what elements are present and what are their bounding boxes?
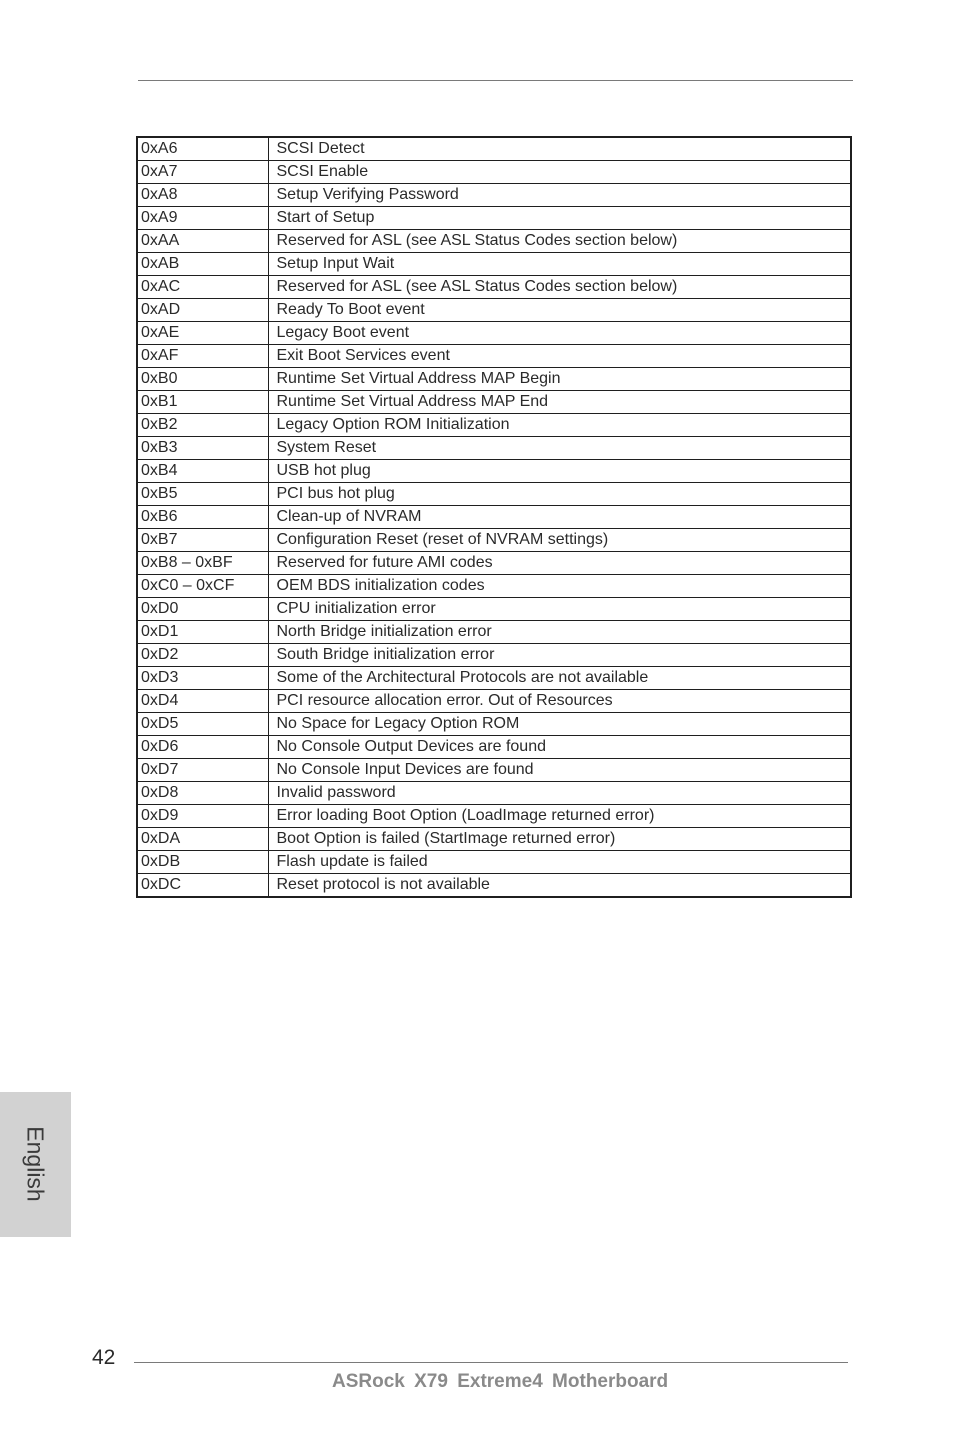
- status-code: 0xB3: [137, 437, 268, 460]
- table-row: [137, 437, 851, 460]
- status-description: No Console Input Devices are found: [268, 759, 851, 782]
- table-row: [137, 552, 851, 575]
- status-code: 0xD9: [137, 805, 268, 828]
- status-code: 0xA7: [137, 161, 268, 184]
- status-code: 0xD8: [137, 782, 268, 805]
- status-code: 0xB0: [137, 368, 268, 391]
- status-code: 0xDC: [137, 874, 268, 898]
- table-row: [137, 782, 851, 805]
- status-description: Ready To Boot event: [268, 299, 851, 322]
- status-code: 0xAB: [137, 253, 268, 276]
- table-row: [137, 184, 851, 207]
- table-row: [137, 230, 851, 253]
- table-row: [137, 621, 851, 644]
- status-code: 0xDB: [137, 851, 268, 874]
- status-description: Setup Verifying Password: [268, 184, 851, 207]
- status-code: 0xC0 – 0xCF: [137, 575, 268, 598]
- status-description: Runtime Set Virtual Address MAP Begin: [268, 368, 851, 391]
- status-description: Flash update is failed: [268, 851, 851, 874]
- table-row: [137, 322, 851, 345]
- status-code: 0xAE: [137, 322, 268, 345]
- status-code: 0xA6: [137, 137, 268, 161]
- table-row: [137, 137, 851, 161]
- status-description: Some of the Architectural Protocols are not available: [268, 667, 851, 690]
- status-description: OEM BDS initialization codes: [268, 575, 851, 598]
- table-row: [137, 851, 851, 874]
- table-row: [137, 414, 851, 437]
- table-row: [137, 368, 851, 391]
- table-row: [137, 253, 851, 276]
- status-description: No Space for Legacy Option ROM: [268, 713, 851, 736]
- language-side-tab: [0, 1092, 71, 1237]
- table-row: [137, 736, 851, 759]
- page-number: 42: [92, 1346, 116, 1369]
- status-code: 0xA9: [137, 207, 268, 230]
- status-code: 0xA8: [137, 184, 268, 207]
- status-description: SCSI Enable: [268, 161, 851, 184]
- status-description: USB hot plug: [268, 460, 851, 483]
- status-code: 0xD7: [137, 759, 268, 782]
- footer-title: ASRock X79 Extreme4 Motherboard: [332, 1371, 669, 1392]
- status-description: Start of Setup: [268, 207, 851, 230]
- status-description: System Reset: [268, 437, 851, 460]
- status-code: 0xB8 – 0xBF: [137, 552, 268, 575]
- status-description: PCI bus hot plug: [268, 483, 851, 506]
- status-code: 0xAF: [137, 345, 268, 368]
- table-row: [137, 161, 851, 184]
- status-code: 0xD3: [137, 667, 268, 690]
- table-row: [137, 759, 851, 782]
- status-description: Legacy Boot event: [268, 322, 851, 345]
- status-code: 0xB2: [137, 414, 268, 437]
- status-code: 0xAC: [137, 276, 268, 299]
- status-description: Runtime Set Virtual Address MAP End: [268, 391, 851, 414]
- status-description: Reset protocol is not available: [268, 874, 851, 898]
- status-code: 0xD4: [137, 690, 268, 713]
- status-description: No Console Output Devices are found: [268, 736, 851, 759]
- status-code: 0xB5: [137, 483, 268, 506]
- status-description: Clean-up of NVRAM: [268, 506, 851, 529]
- status-code: 0xB4: [137, 460, 268, 483]
- table-row: [137, 805, 851, 828]
- table-row: [137, 460, 851, 483]
- status-description: Exit Boot Services event: [268, 345, 851, 368]
- language-label: English: [22, 1126, 49, 1202]
- status-description: Legacy Option ROM Initialization: [268, 414, 851, 437]
- status-description: Reserved for future AMI codes: [268, 552, 851, 575]
- footer-rule: [134, 1362, 848, 1363]
- table-row: [137, 483, 851, 506]
- table-row: [137, 644, 851, 667]
- table-row: [137, 713, 851, 736]
- status-code-table-body: [137, 137, 851, 897]
- status-description: Setup Input Wait: [268, 253, 851, 276]
- status-description: North Bridge initialization error: [268, 621, 851, 644]
- status-code: 0xAA: [137, 230, 268, 253]
- status-code: 0xB1: [137, 391, 268, 414]
- status-description: Error loading Boot Option (LoadImage returned error): [268, 805, 851, 828]
- status-description: Reserved for ASL (see ASL Status Codes section below): [268, 230, 851, 253]
- status-code: 0xAD: [137, 299, 268, 322]
- table-row: [137, 506, 851, 529]
- table-row: [137, 207, 851, 230]
- status-description: South Bridge initialization error: [268, 644, 851, 667]
- table-row: [137, 667, 851, 690]
- status-code: 0xD1: [137, 621, 268, 644]
- table-row: [137, 299, 851, 322]
- table-row: [137, 345, 851, 368]
- table-row: [137, 690, 851, 713]
- status-description: PCI resource allocation error. Out of Resources: [268, 690, 851, 713]
- status-description: Boot Option is failed (StartImage returned error): [268, 828, 851, 851]
- table-row: [137, 828, 851, 851]
- status-description: Configuration Reset (reset of NVRAM settings): [268, 529, 851, 552]
- status-code: 0xDA: [137, 828, 268, 851]
- table-row: [137, 391, 851, 414]
- status-description: Invalid password: [268, 782, 851, 805]
- status-description: Reserved for ASL (see ASL Status Codes section below): [268, 276, 851, 299]
- status-code: 0xD0: [137, 598, 268, 621]
- status-code-table: [136, 136, 852, 898]
- status-code: 0xB6: [137, 506, 268, 529]
- status-code: 0xD6: [137, 736, 268, 759]
- table-row: [137, 874, 851, 898]
- table-row: [137, 598, 851, 621]
- status-code: 0xB7: [137, 529, 268, 552]
- table-row: [137, 575, 851, 598]
- status-description: SCSI Detect: [268, 137, 851, 161]
- table-row: [137, 529, 851, 552]
- status-description: CPU initialization error: [268, 598, 851, 621]
- status-code: 0xD5: [137, 713, 268, 736]
- table-row: [137, 276, 851, 299]
- status-code: 0xD2: [137, 644, 268, 667]
- header-rule: [138, 80, 853, 81]
